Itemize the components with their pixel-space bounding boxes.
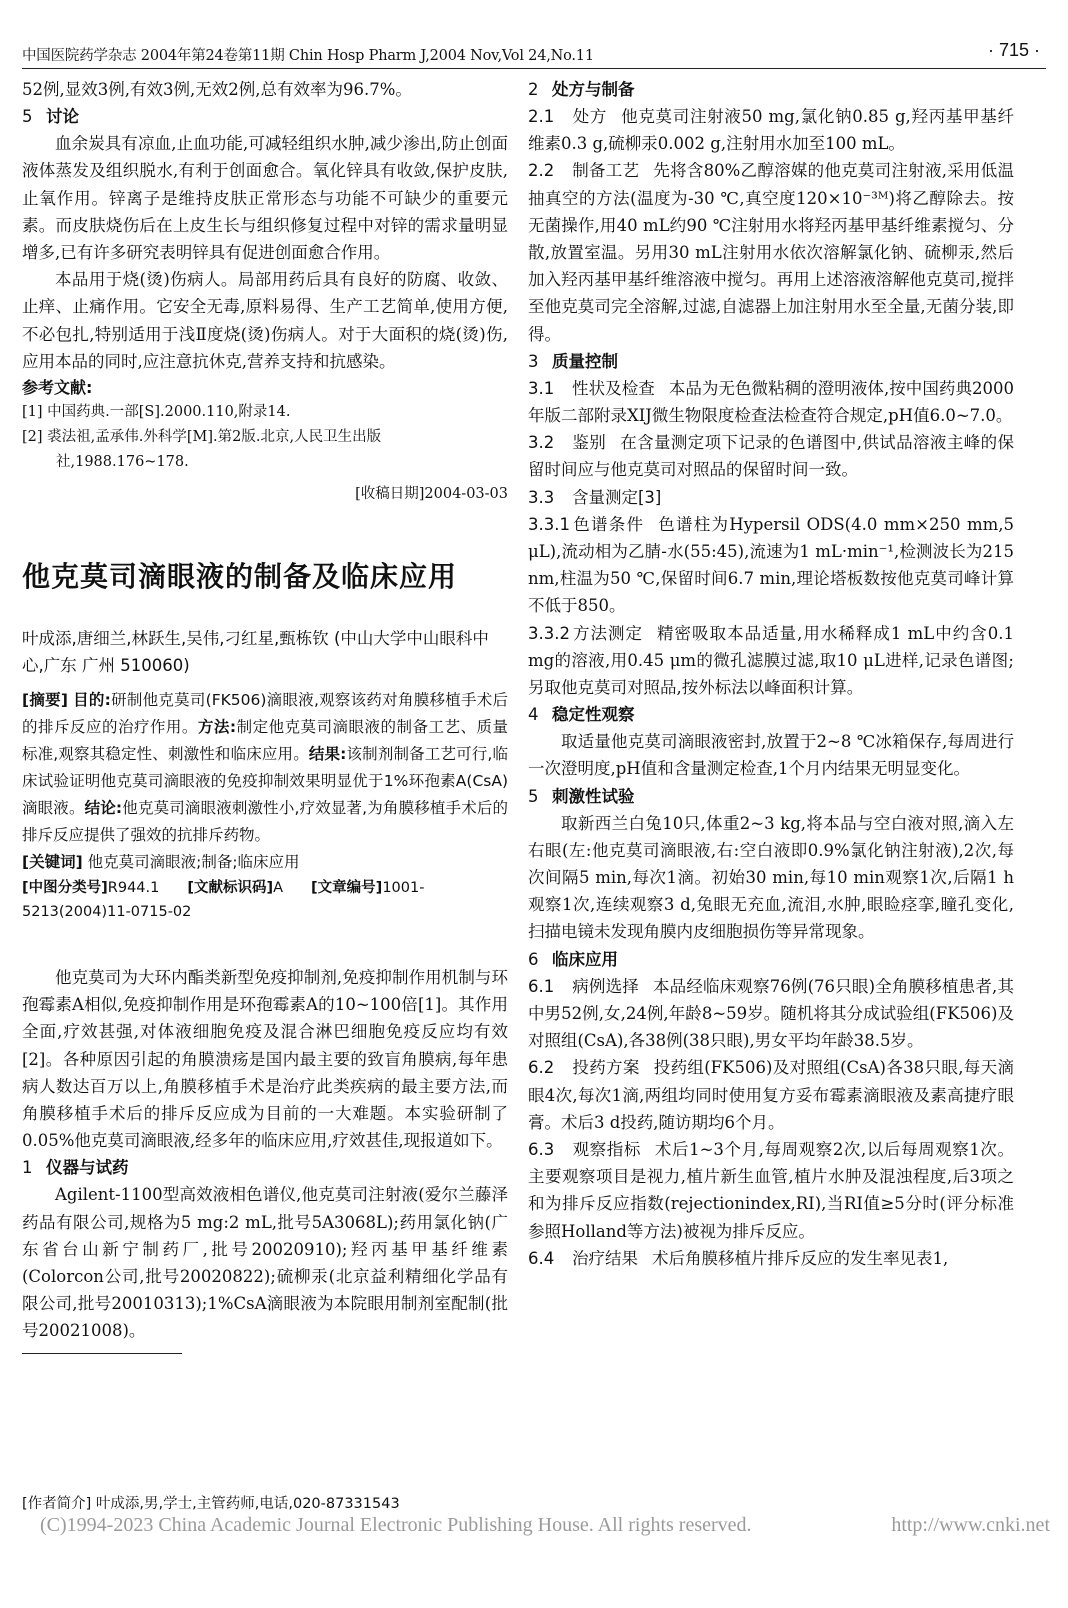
left-column: [22, 76, 508, 1358]
section-heading: 3 质量控制: [528, 351, 618, 371]
stability-paragraph: 取适量他克莫司滴眼液密封,放置于2~8 ℃冰箱保存,每周进行一次澄明度,pH值和含量测定检查,1个月内结果无明显变化。: [528, 732, 1014, 779]
irritation-paragraph: 取新西兰白兔10只,体重2~3 kg,将本品与空白液对照,滴入左右眼(左:他克莫司滴眼液,右:空白液即0.9%氯化钠注射液),2次,每次间隔5 min,每次1滴。初始30 min,每10 min观察1次,后隔1 h观察1次,连续观察3 d,兔眼无充血,流泪,水肿,眼睑痉挛,瞳孔变化,扫描电镜未发现角膜内皮细胞损伤等异常现象。: [528, 813, 1014, 942]
subsection: 3.3 含量测定[3]: [528, 487, 662, 507]
page-header: [22, 0, 1046, 72]
section-heading: 4 稳定性观察: [528, 705, 635, 725]
copyright-text: (C)1994-2023 China Academic Journal Electronic Publishing House. All rights reserved.: [40, 1514, 752, 1536]
materials-paragraph: Agilent-1100型高效液相色谱仪,他克莫司注射液(爱尔兰藤泽药品有限公司,规格为5 mg:2 mL,批号5A3068L);药用氯化钠(广东省台山新宁制药厂,批号20020910);羟丙基甲基纤维素(Colorcon公司,批号20020822);硫柳汞(北京益利精细化学品有限公司,批号20010313);1%CsA滴眼液为本院眼用制剂室配制(批号20021008)。: [22, 1185, 508, 1341]
cnki-url: http://www.cnki.net: [891, 1514, 1050, 1536]
journal-citation: 中国医院药学杂志 2004年第24卷第11期 Chin Hosp Pharm J,2004 Nov,Vol 24,No.11: [22, 48, 594, 64]
section-heading: 2 处方与制备: [528, 80, 635, 99]
introduction-paragraph: 他克莫司为大环内酯类新型免疫抑制剂,免疫抑制作用机制与环孢霉素A相似,免疫抑制作用是环孢霉素A的10~100倍[1]。其作用全面,疗效甚强,对体液细胞免疫及混合淋巴细胞免疫反应均有效[2]。各种原因引起的角膜溃疡是国内最主要的致盲角膜病,每年患病人数达百万以上,角膜移植手术是治疗此类疾病的最主要方法,而角膜移植手术后的排斥反应成为目前的一大难题。本实验研制了0.05%他克莫司滴眼液,经多年的临床应用,疗效甚佳,现报道如下。: [22, 968, 508, 1151]
subsection: 2.2 制备工艺 先将含80%乙醇溶媒的他克莫司注射液,采用低温抽真空的方法(温度为-30 ℃,真空度120×10⁻³ᴹ)将乙醇除去。按无菌操作,用40 mL约90 ℃注射用水将羟丙基甲基纤维素搅匀、分散,放置室温。另用30 mL注射用水依次溶解氯化钠、硫柳汞,然后加入羟丙基甲基纤维溶液中搅匀。再用上述溶液溶解他克莫司,搅拌至他克莫司完全溶解,过滤,自滤器上加注射用水至全量,无菌分装,即得。: [528, 161, 1015, 344]
subsection: 3.3.1 色谱条件 色谱柱为Hypersil ODS(4.0 mm×250 mm,5 μL),流动相为乙腈-水(55:45),流速为1 mL·min⁻¹,检测波长为215 nm,柱温为50 ℃,保留时间6.7 min,理论塔板数按他克莫司峰计算不低于850。: [528, 514, 1014, 616]
subsection: 3.2 鉴别 在含量测定项下记录的色谱图中,供试品溶液主峰的保留时间应与他克莫司对照品的保留时间一致。: [528, 433, 1014, 480]
footnote-rule: [22, 1353, 182, 1354]
section-heading: 1 仪器与试药: [22, 1158, 129, 1178]
discussion-paragraph: 血余炭具有凉血,止血功能,可减轻组织水肿,减少渗出,防止创面液体蒸发及组织脱水,有利于创面愈合。氧化锌具有收敛,保护皮肤,止氧作用。锌离子是维持皮肤正常形态与功能不可缺少的重要元素。而皮肤烧伤后在上皮生长与组织修复过程中对锌的需求量明显增多,已有许多研究表明锌具有促进创面愈合作用。: [22, 134, 508, 263]
page-number: · 715 ·: [987, 40, 1040, 60]
section-heading: 5 讨论: [22, 107, 79, 127]
subsection: 6.1 病例选择 本品经临床观察76例(76只眼)全角膜移植患者,其中男52例,女,24例,年龄8~59岁。随机将其分成试验组(FK506)及对照组(CsA),各38例(38只眼),男女平均年龄38.5岁。: [528, 976, 1014, 1051]
right-column: [528, 76, 1014, 1272]
references-heading: 参考文献:: [22, 378, 93, 398]
subsection: 3.1 性状及检查 本品为无色微粘稠的澄明液体,按中国药典2000年版二部附录XIJ微生物限度检查法检查符合规定,pH值6.0~7.0。: [528, 378, 1014, 426]
received-date: [收稿日期]2004-03-03: [355, 486, 508, 503]
subsection: 6.3 观察指标 术后1~3个月,每周观察2次,以后每周观察1次。主要观察项目是视力,植片新生血管,植片水肿及混浊程度,后3项之和为排斥反应指数(rejectionindex,RI),当RI值≥5分时(评分标准参照Holland等方法)被视为排斥反应。: [528, 1139, 1014, 1241]
copyright-footer: [40, 1514, 1050, 1537]
reference-item: [2] 裘法祖,孟承伟.外科学[M].第2版.北京,人民卫生出版社,1988.176~178.: [22, 429, 382, 471]
subsection: 6.2 投药方案 投药组(FK506)及对照组(CsA)各38只眼,每天滴眼4次,每次1滴,两组均同时使用复方妥布霉素滴眼液及素高捷疗眼膏。术后3 d投药,随访期均6个月。: [528, 1058, 1014, 1132]
subsection: 6.4 治疗结果 术后角膜移植片排斥反应的发生率见表1,: [528, 1248, 949, 1268]
classification-line: [中图分类号]R944.1 [文献标识码]A [文章编号]1001-5213(2004)11-0715-02: [22, 880, 425, 921]
abstract: [摘要] 目的:研制他克莫司(FK506)滴眼液,观察该药对角膜移植手术后的排斥反应的治疗作用。方法:制定他克莫司滴眼液的制备工艺、质量标准,观察其稳定性、刺激性和临床应用。结果:该制剂制备工艺可行,临床试验证明他克莫司滴眼液的免疫抑制效果明显优于1%环孢素A(CsA)滴眼液。结论:他克莫司滴眼液刺激性小,疗效显著,为角膜移植手术后的排斥反应提供了强效的抗排斥药物。: [22, 691, 508, 845]
discussion-paragraph: 本品用于烧(烫)伤病人。局部用药后具有良好的防腐、收敛、止痒、止痛作用。它安全无毒,原料易得、生产工艺简单,使用方便,不必包扎,特别适用于浅Ⅱ度烧(烫)伤病人。对于大面积的烧(烫)伤,应用本品的同时,应注意抗休克,营养支持和抗感染。: [22, 270, 508, 371]
author-note: [作者简介] 叶成添,男,学士,主管药师,电话,020-87331543: [22, 1496, 400, 1512]
subsection: 3.3.2 方法测定 精密吸取本品适量,用水稀释成1 mL中约含0.1 mg的溶液,用0.45 μm的微孔滤膜过滤,取10 μL进样,记录色谱图;另取他克莫司对照品,按外标法以峰面积计算。: [528, 623, 1015, 698]
section-heading: 6 临床应用: [528, 949, 618, 969]
subsection: 2.1 处方 他克莫司注射液50 mg,氯化钠0.85 g,羟丙基甲基纤维素0.3 g,硫柳汞0.002 g,注射用水加至100 mL。: [528, 107, 1015, 154]
previous-article-result: 52例,显效3例,有效3例,无效2例,总有效率为96.7%。: [22, 80, 412, 99]
reference-item: [1] 中国药典.一部[S].2000.110,附录14.: [22, 404, 291, 421]
keywords: [关键词] 他克莫司滴眼液;制备;临床应用: [22, 853, 300, 872]
header-rule: [22, 68, 1046, 69]
article-title: 他克莫司滴眼液的制备及临床应用: [22, 560, 458, 594]
section-heading: 5 刺激性试验: [528, 786, 635, 806]
authors-affiliation: 叶成添,唐细兰,林跃生,吴伟,刁红星,甄栋钦 (中山大学中山眼科中心,广东 广州 510060): [22, 629, 489, 676]
